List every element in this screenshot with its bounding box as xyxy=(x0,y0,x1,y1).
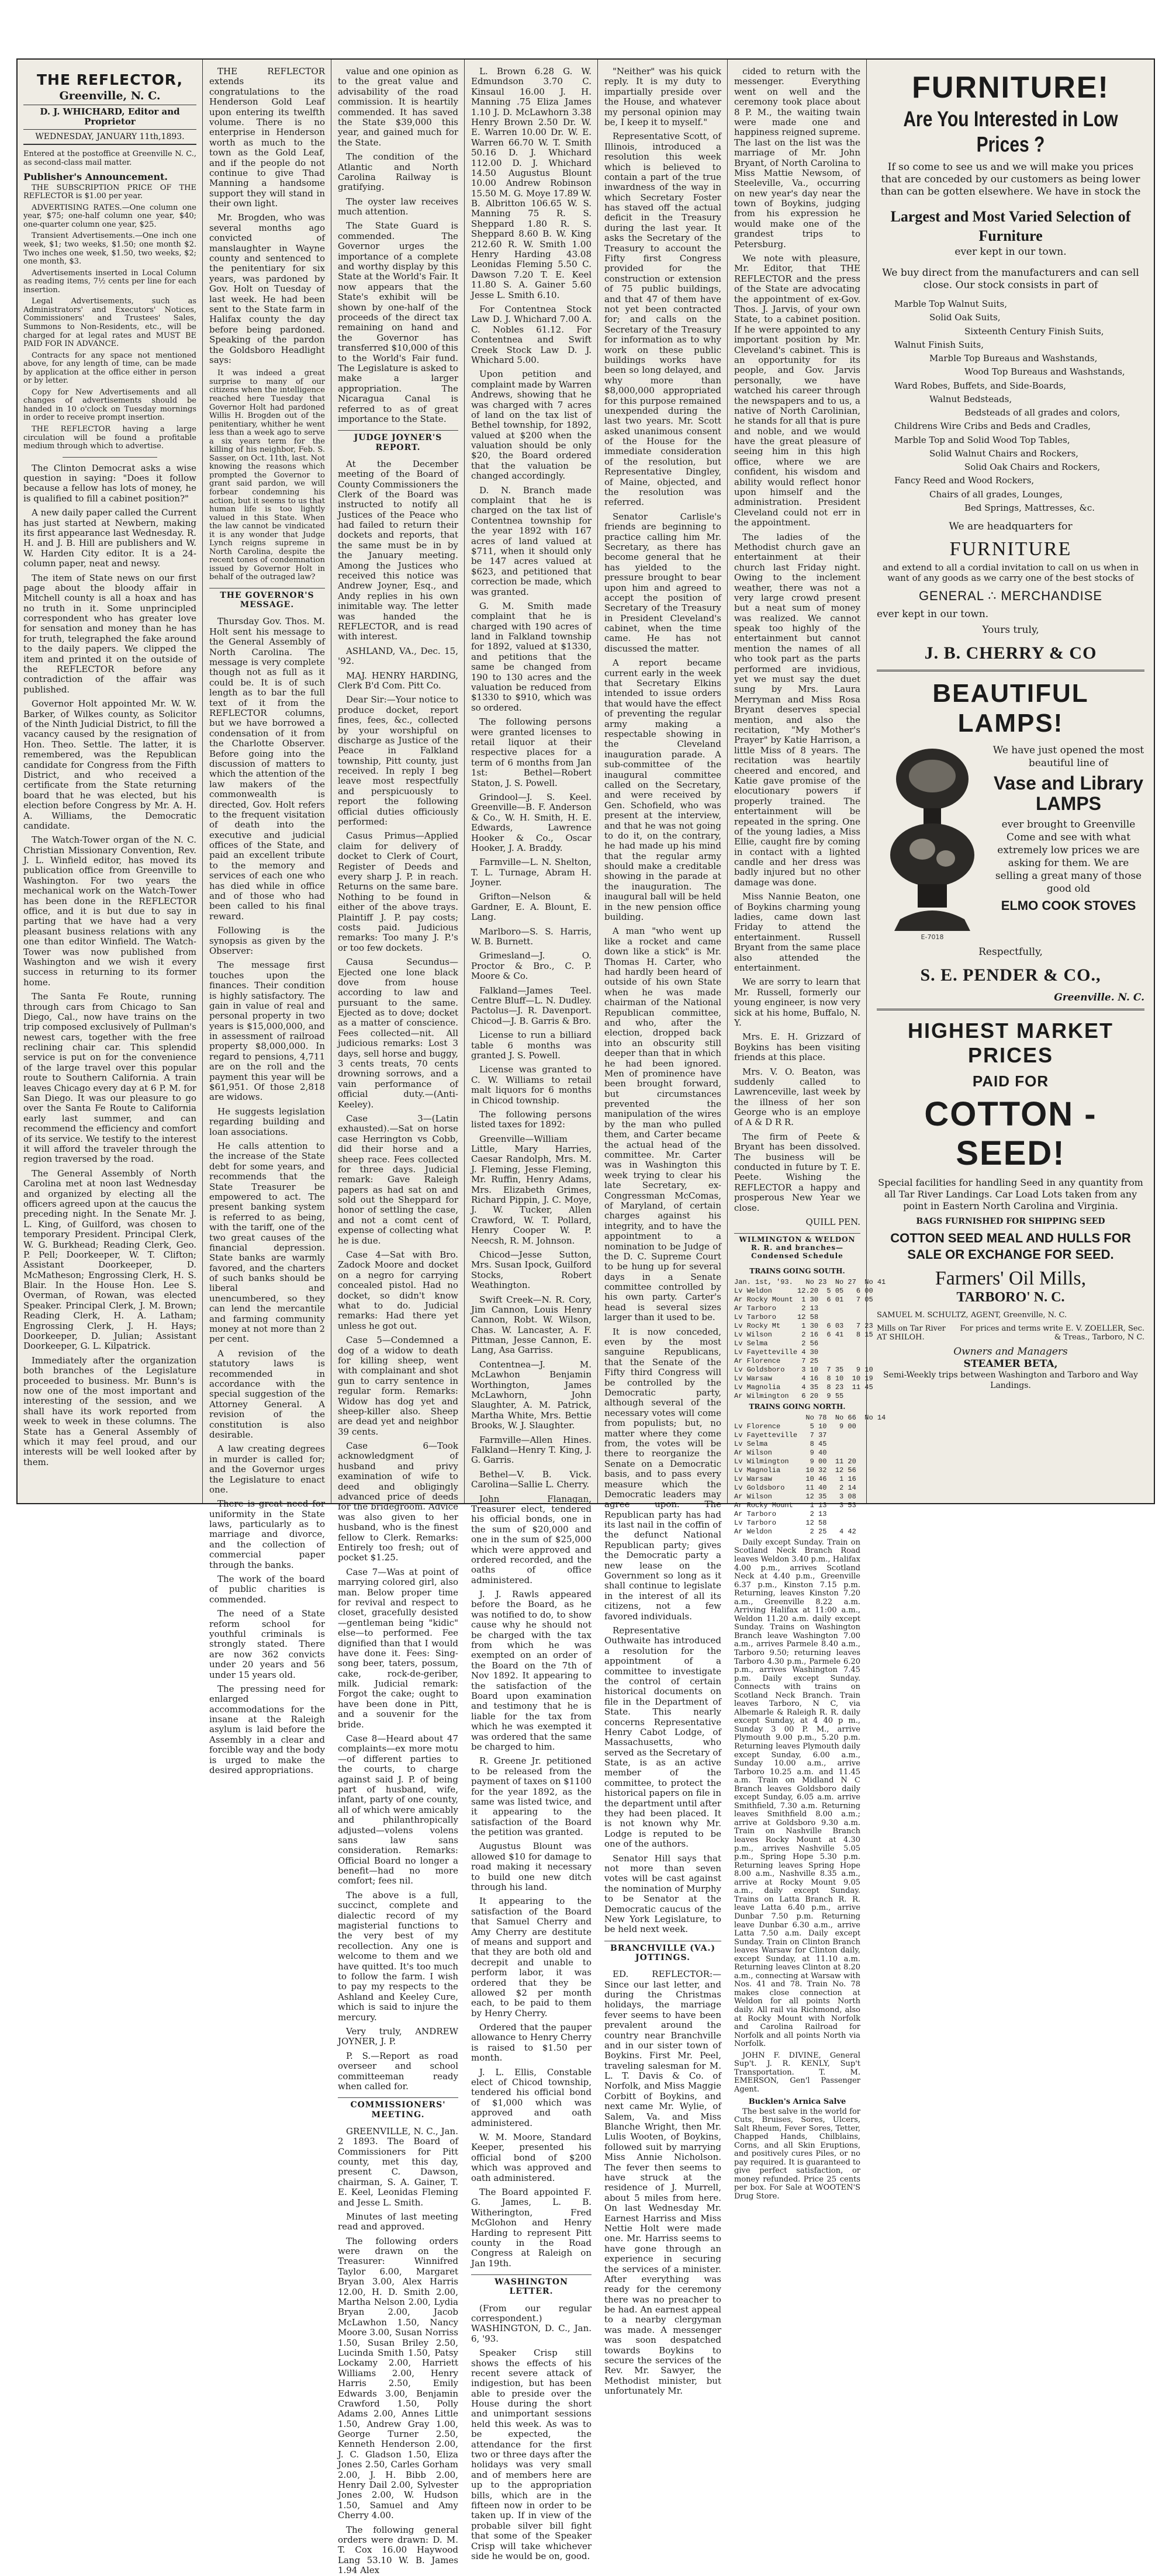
article-paragraph: Immediately after the organization both branches of the Legislature proceeded to business. Mr. Bunn's is now one of the most important and interesting of the session, and we shall have its work reported from week to week in these columns. The State has a General Assembly of which it may feel proud, and our interests will be well looked after by them. xyxy=(23,1355,196,1467)
article-paragraph: The oyster law receives much attention. xyxy=(338,196,458,217)
article-paragraph: Upon petition and complaint made by Warren Andrews, showing that he was charged with 7 acres of land on the tax list of Bethel township, for 1892, valued at $200 when the valuation should be only $20, the Board ordered that the valuation be changed accordingly. xyxy=(471,369,592,482)
article-paragraph: Mrs. V. O. Beaton, was suddenly called to Lawrenceville, last week by the illness of her son George who is an employe of A & D R R. xyxy=(734,1066,860,1128)
masthead-place: Greenville, N. C. xyxy=(59,89,161,102)
lamps-ad-title: BEAUTIFUL LAMPS! xyxy=(932,679,1089,738)
article-paragraph: Mrs. E. H. Grizzard of Boykins has been visiting friends at this place. xyxy=(734,1031,860,1063)
furniture-ad-question: Are You Interested in Low Prices ? xyxy=(903,107,1118,157)
cherry-firm-name: J. B. CHERRY & CO xyxy=(877,643,1144,671)
cotton-seed-title: COTTON - SEED! xyxy=(924,1095,1097,1173)
article-paragraph: J. L. Ellis, Constable elect of Chicod township, tendered his official bond of $1,000 which was approved and oath administered. xyxy=(471,2066,592,2128)
furniture-item: Wood Top Bureaus and Washstands, xyxy=(964,366,1125,378)
lamps-intro: We have just opened the most beautiful line of xyxy=(992,745,1144,770)
article-paragraph: Ordered that the pauper allowance to Henry Cherry is raised to $1.50 per month. xyxy=(471,2022,592,2063)
column-rule xyxy=(866,60,867,1503)
article-paragraph: The Board appointed F. G. James, L. B. Witherington, Fred McGlohon and Henry Harding to represent Pitt county in the Road Congress at Raleigh on Jan 19th. xyxy=(471,2186,592,2269)
article-paragraph: Following is the synopsis as given by the Observer: xyxy=(209,925,325,956)
furniture-ad-buy: We buy direct from the manufacturers and can sell close. Our stock consists in part of xyxy=(882,266,1139,291)
article-paragraph: Greenville—William Little, Mary Harries, Caesar Randolph, Mrs. M. J. Fleming, Jesse Fleming, Mr. Ruffin, Henry Adams, Mrs. Elizabeth Grimes, Richard Pippin, J. C. Moye, J. W. Tucker, Allen Crawford, W. T. Pollard, Henry Cooper W. P. Neecsh, R. M. Johnson. xyxy=(471,1133,592,1246)
cotton-bags: BAGS FURNISHED FOR SHIPPING SEED xyxy=(916,1216,1105,1226)
copy-note: Copy for New Advertisements and all changes of advertisements should be handed in 10 o'clock on Tuesday mornings in order to receive prompt insertion. xyxy=(23,387,196,423)
article-paragraph: John Flanagan, Treasurer elect, tendered his official bonds, one in the sum of $20,000 and one in the sum of $25,000 which were approved and ordered recorded, and the oaths of office administered. xyxy=(471,1493,592,1585)
article-paragraph: Augustus Blount was allowed $10 for damage to road making it necessary to build one new ditch through his land. xyxy=(471,1841,592,1893)
advertising-rates: ADVERTISING RATES.—One column one year, $75; one-half column one year, $40; one-quarter column one year, $25. xyxy=(23,203,196,229)
article-paragraph: Casus Primus—Applied claim for delivery of docket to Clerk of Court, Register of Deeds and every sharp J. P. in reach. Returns on the same bare. Nothing to be found in either of the above trays. Plaintiff J. P. pay costs; costs paid. Judicious remarks: Too many J. P.'s or too few dockets. xyxy=(338,830,458,953)
rail-title: WILMINGTON & WELDON R. R. and branches—Condensed Schedule xyxy=(734,1233,860,1263)
furniture-item: Marble Top and Solid Wood Top Tables, xyxy=(894,434,1070,445)
furniture-item: Solid Oak Chairs and Rockers, xyxy=(964,462,1101,472)
article-paragraph: It is now conceded, even by the most sanguine Republicans, that the Senate of the Fifty third Congress will be controlled by the Democratic party, although several of the necessary votes will come from populists; but, no matter where they come from, the votes will be there to reorganize the Senate on a Democratic basis, and to pass every measure which the Democratic leaders may agree upon. The Republican party has had its last nail in the coffin of the defunct National Republican party; gives the Democratic party a new lease on the Government so long as it shall continue to legislate in the interest of all its citizens, not a few favored individuals. xyxy=(604,1326,721,1622)
article-paragraph: A report became current early in the week that Secretary Elkins intended to issue orders that would have the effect of preventing the regular army making a respectable showing in the Cleveland inauguration parade. A sub-committee of the inaugural committee called on the Secretary, and were received by Gen. Schofield, who was present at the interview, and that he was not going to do it, on the contrary, he had made up his mind that the regular army should make a creditable showing in the parade at the inauguration. The inaugural ball will be held in the new pension office building. xyxy=(604,657,721,923)
article-paragraph: The ladies of the Methodist church gave an entertainment at their church last Friday night. Owing to the inclement weather, there was not a very large crowd present but a neat sum of money was realized. We cannot speak too highly of the entertainment but cannot mention the names of all who took part as the parts performed are invidious, yet we must say the duet sung by Mrs. Laura Merryman and Miss Rosa Bryant deserves special mention, and also the recitation, "My Mother's Prayer" by Katie Harrison, a little Miss of 8 years. The recitation was heartily cheered and encored, and Katie gave promise of the elocutionary powers if properly trained. The entertainment will be repeated in the spring. One of the young ladies, a Miss Ellie, caught fire by coming in contact with a lighted candle and her dress was badly injured but no other damage was done. xyxy=(734,531,860,888)
general-merchandise: GENERAL ∴ MERCHANDISE xyxy=(918,588,1103,604)
article-paragraph: License to run a billiard table 6 months was granted J. S. Powell. xyxy=(471,1030,592,1061)
column-rule xyxy=(464,60,465,1503)
article-paragraph: Farmville—L. N. Shelton, T. L. Turnage, Abram H. Joyner. xyxy=(471,857,592,888)
article-paragraph: Grindool—J. S. Keel. Greenville—B. F. Anderson & Co., W. H. Smith, H. E. Edwards, Lawrence Hooker & Co., Oscar Hooker, J. A. Braddy. xyxy=(471,791,592,853)
article-paragraph: A revision of the statutory laws is recommended in accordance with the special suggestion of the Attorney General. A revision of the constitution is also desirable. xyxy=(209,1348,325,1440)
article-paragraph: Grifton—Nelson & Gardner, E. A. Blount, E. Lang. xyxy=(471,891,592,923)
circulation-note: THE REFLECTOR having a large circulation will be found a profitable medium through which to advertise. xyxy=(23,424,196,451)
article-paragraph: The condition of the Atlantic and North Carolina Railway is gratifying. xyxy=(338,151,458,193)
article-paragraph: Contentnea—J. M. McLawhon Benjamin Worthington, James McLawhorn, John Slaughter, A. M. Patrick, Martha White, Mrs. Bettie Brooks, W. J. Slaughter. xyxy=(471,1359,592,1431)
article-paragraph: Senator Hill says that not more than seven votes will be cast against the nomination of Murphy to be Senator at the Democratic caucus of the New York Legislature, to be held next week. xyxy=(604,1853,721,1935)
article-paragraph: The need of a State reform school for youthful criminals is strongly stated. There are now 362 convicts under 20 years and 56 under 15 years old. xyxy=(209,1608,325,1680)
mills-place: TARBORO' N. C. xyxy=(956,1290,1065,1306)
furniture-ad-kept: ever kept in our town. xyxy=(954,246,1067,258)
section-heading: WASHINGTON LETTER. xyxy=(471,2274,592,2298)
lamps-respect: Respectfully, xyxy=(978,946,1043,958)
pender-place: Greenville. N. C. xyxy=(877,992,1144,1010)
rail-officers: JOHN F. DIVINE, General Sup't. J. R. KENLY, Sup't Transportation. T. M. EMERSON, Gen'l Passenger Agent. xyxy=(734,2051,860,2094)
furniture-item: Solid Walnut Chairs and Rockers, xyxy=(929,448,1079,459)
announce-text: THE SUBSCRIPTION PRICE OF THE REFLECTOR is $1.00 per year. xyxy=(23,183,196,201)
headquarters-text: We are headquarters for xyxy=(949,521,1073,532)
article-paragraph: A new daily paper called the Current has just started at Newbern, making its first appearance last Wednesday. R. H. and J. B. Hill are publishers and W. W. Harden City editor. It is a 24-column paper, neat and newsy. xyxy=(23,507,196,569)
article-paragraph: We note with pleasure, Mr. Editor, that THE REFLECTOR and the press of the State are advocating the appointment of ex-Gov. Thos. J. Jarvis, of your own State, to a cabinet position. If he were appointed to any important position by Mr. Cleveland's cabinet. This is an opportunity for its people, and Gov. Jarvis personally, we have watched his career through the newspapers and to us, a native of North Carolinian, he stands for all that is pure and noble, and we would have the great pleasure of seeing him in this high office, where we are confident, his wisdom and ability would reflect honor upon himself and the administration. President Cleveland could not err in the appointment. xyxy=(734,253,860,528)
agent-row xyxy=(877,1311,1144,1320)
section-heading: JUDGE JOYNER'S REPORT. xyxy=(338,430,458,454)
lamps-ad-body xyxy=(877,744,1144,943)
lamps-body: ever brought to Greenville Come and see with what extremely low prices we are asking for them. We are selling a great many of those good old xyxy=(995,818,1142,895)
article-paragraph: GREENVILLE, N. C., Jan. 2 1893. The Board of Commissioners for Pitt county, met this day, present C. Dawson, chairman, S. A. Gainer, T. E. Keel, Leonidas Fleming and Jesse L. Smith. xyxy=(338,2125,458,2208)
article-paragraph: License was granted to C. W. Williams to retail malt liquors for 6 months in Chicod township. xyxy=(471,1064,592,1106)
article-paragraph: The firm of Peete & Bryant has been dissolved. The business will be conducted in future by T. E. Peete. Wishing the REFLECTOR a happy and prosperous New Year we close. xyxy=(734,1131,860,1213)
section-heading: THE GOVERNOR'S MESSAGE. xyxy=(209,588,325,612)
article-paragraph: Chicod—Jesse Sutton, Mrs. Susan Ipock, Guilford Stocks, Robert Weathington. xyxy=(471,1249,592,1291)
article-paragraph: cided to return with the messenger. Everything went on well and the ceremony took place about 8 P. M., the waiting twain were made one and happiness reigned supreme. The last on the list was the marriage of Mr. John Bryant, of North Carolina to Miss Mattie Newsom, of Steeleville, Va., occurring on new year's day near the town of Boykins, judging from his expression he would make one of the grandest trips to Petersburg. xyxy=(734,66,860,250)
article-paragraph: The Watch-Tower organ of the N. C. Christian Missionary Convention, Rev. J. L. Winfield editor, has moved its publication office from Greenville to Washington. For two years the mechanical work on the Watch-Tower has been done in the REFLECTOR office, and it is but due to say in parting that we have had a very pleasant business relations with any one than editor Winfield. The Watch-Tower was now published from Washington and we wish it every success in returning to its former home. xyxy=(23,835,196,988)
rail-subtitle-north: TRAINS GOING NORTH. xyxy=(749,1402,846,1411)
column-5 xyxy=(599,60,727,2397)
letter-recipient: MAJ. HENRY HARDING, Clerk B'd Com. Pitt Co. xyxy=(338,670,458,691)
masthead-title: THE REFLECTOR, xyxy=(36,71,184,88)
furniture-word: FURNITURE xyxy=(949,538,1072,560)
article-paragraph: ED. REFLECTOR:—Since our last letter, and during the Christmas holidays, the marriage fever seems to have been prevalent around the country near Branchville and in our sister town of Boykins. First Mr. Peel, traveling salesman for M. L. T. Davis & Co. of Norfolk, and Miss Maggie Corbitt of Boykins, and next came Mr. Wylie, of Salem, Va. and Miss Blanche Wright, then Mr. Lulis Wooten, of Boykins, followed suit by marrying Miss Annie Nicholson. The fever then seems to have struck at the residence of J. Murrell, about 5 miles from here. On last Wednesday Mr. Earnest Harriss and Miss Nettie Holt were made one. Mr. Harriss seems to have gone through an experience in securing the services of a minister. After everything was ready for the ceremony there was no preacher to be had. An earnest appeal to a nearby clergyman was made. A messenger was soon despatched towards Boykins to secure the services of the Rev. Mr. Sawyer, the Methodist minister, but unfortunately Mr. xyxy=(604,1969,721,2397)
article-paragraph: A law creating degrees in murder is called for; and the Governor urges the Legislature to enact one. xyxy=(209,1443,325,1495)
rail-table-north: No 78 No 66 No 14 Lv Florence 5 10 9 00 Lv Fayetteville 7 37 Lv Selma 8 45 Ar Wilson 9 40 Lv Wilmington 9 00 11 20 Lv Magnolia 10 32 12 56 Lv Warsaw 10 46 1 16 Lv Goldsboro 11 40 2 14 Ar Wilson 12 35 3 08 Ar Rocky Mount 1 13 3 53 Ar Tarboro 2 13 Lv Tarboro 12 58 Ar Weldon 2 25 4 42 xyxy=(734,1413,886,1536)
ever-kept-text: ever kept in our town. xyxy=(877,608,989,620)
cotton-ad-top: HIGHEST MARKET PRICES xyxy=(908,1019,1113,1068)
article-paragraph: The above is a full, succinct, complete and dialectic record of my magisterial functions to the very best of my recollection. Any one is welcome to them and we have quitted. It's too much to follow the farm. I wish to pay my respects to the Ashland and Keeley Cure, which is said to injure the mercury. xyxy=(338,1889,458,2023)
article-paragraph: Governor Holt appointed Mr. W. W. Barker, of Wilkes county, as Solicitor of the Ninth Judicial District, to fill the vacancy caused by the resignation of Hon. Theo. Settle. The latter, it is remembered, was the Republican candidate for Congress from the Fifth District, and who received a certificate from the State returning board that he was elected, but his election before Congress by Mr. A. H. A. Williams, the Democratic candidate. xyxy=(23,698,196,831)
svg-text:E-7018: E-7018 xyxy=(921,933,944,941)
article-paragraph: A man "who went up like a rocket and came down like a stick" is Mr. Thomas H. Carter, who had hardly been heard of outside of his own State when he was made chairman of the National Republican committee, and who, after the election, dropped back into an obscurity still deeper than that in which he had been ignored. Men of prominence have been brought forward, but circumstances prevented the manipulation of the wires by the man who pulled them, and Carter became the actual head of the committee. Mr. Carter was in Washington this week trying to clear his late Secretary, ex-Congressman McComas, of Maryland, of certain charges against his integrity, and to have the appointment to a nomination to be Judge of the D. C. Supreme Court to be hung up for several days in a Senate committee controlled by his own party. Carter's head is several sizes larger than it used to be. xyxy=(604,926,721,1323)
salve-title: Bucklen's Arnica Salve xyxy=(748,2097,846,2107)
owners-text: Owners and Managers xyxy=(953,1345,1068,1358)
article-paragraph: Miss Nannie Beaton, one of Boykins charming young ladies, came down last Friday to attend the entertainment. Russell Bryant from the same place also attended the entertainment. xyxy=(734,891,860,973)
article-paragraph: The following general orders were drawn: D. M. T. Cox 16.00 Haywood Lang 53.10 W. B. James 1.94 Alex xyxy=(338,2524,458,2576)
furniture-item: Marble Top Bureaus and Washstands, xyxy=(929,353,1098,363)
furniture-item-list xyxy=(877,297,1144,515)
cotton-paid: PAID FOR xyxy=(972,1072,1049,1090)
article-paragraph: Falkland—James Teel. Centre Bluff—L. N. Dudley. Pactolus—J. R. Davenport. Chicod—J. B. Garris & Bro. xyxy=(471,985,592,1026)
article-paragraph: G. M. Smith made complaint that he is charged with 190 acres of land in Falkland township for 1892, valued at $1330, and petitions that the same be changed from 190 to 130 acres and the valuation be reduced from $1330 to $910, which was so ordered. xyxy=(471,600,592,713)
local-ads: Advertisements inserted in Local Column as reading items, 7½ cents per line for each insertion. xyxy=(23,268,196,295)
rail-subtitle: TRAINS GOING SOUTH. xyxy=(749,1267,845,1276)
article-paragraph: Senator Carlisle's friends are beginning to practice calling him Mr. Secretary, as there has become general that he has yielded to the pressure brought to bear upon him and agreed to accept the position of Secretary of the Treasury in President Cleveland's cabinet, when the time came. He has not discussed the matter. xyxy=(604,511,721,654)
furniture-item: Sixteenth Century Finish Suits, xyxy=(964,326,1104,337)
article-paragraph: Case 8—Heard about 47 complaints—ex more motu—of different parties to the courts, to charge against said J. P. of being part of husband, wife, infant, party of one county, all of which were amicably and philanthropically adjusted—volens volens sans law sans consideration. Remarks: Official Board no longer a benefit—had no more comfort; fees nil. xyxy=(338,1733,458,1886)
section-heading: BRANCHVILLE (VA.) JOTTINGS. xyxy=(604,1941,721,1965)
article-paragraph: Representative Outhwaite has introduced a resolution for the appointment of a committee to investigate the control of certain historical documents on file in the Department of State. This nearly concerns Representative Henry Cabot Lodge, of Massachusetts, who served as the Secretary of State, is as an active member of the committee, to protect the historical papers on file in the department until after they had been placed. It is not known why Mr. Lodge is reputed to be one of the authors. xyxy=(604,1625,721,1850)
masthead-editor: D. J. WHICHARD, Editor and Proprietor xyxy=(23,105,196,130)
column-6 xyxy=(728,60,886,2201)
article-paragraph: Mr. Brogden, who was several months ago convicted of manslaughter in Wayne county and sentenced to the penitentiary for six years, was pardoned by Gov. Holt on Tuesday of last week. He had been sent to the State farm in Halifax county the day before being pardoned. Speaking of the pardon the Goldsboro Headlight says: xyxy=(209,212,325,365)
transient-ads: Transient Advertisements.—One inch one week, $1; two weeks, $1.50; one month $2. Two inches one week, $1.50, two weeks, $2; one month, $3. xyxy=(23,231,196,266)
article-paragraph: The General Assembly of North Carolina met at noon last Wednesday and organized by electing all the officers agreed upon at the caucus the preceding night. In the Senate Mr. J. L. King, of Guilford, was chosen to temporary President. Principal Clerk, W. G. Burkhead; Reading Clerk, Geo. P. Pell; Doorkeeper, W. T. Clifton; Assistant Doorkeeper, D. McMatheson; Engrossing Clerk, H. S. Blair. In the House Hon. Lee S. Overman, of Rowan, was elected Speaker. Principal Clerk, J. M. Brown; Reading Clerk, H. A. Latham; Engrossing Clerk, J. H. Hays; Doorkeeper, D. Julian; Assistant Doorkeeper, G. L. Kilpatrick. xyxy=(23,1168,196,1352)
column-rule xyxy=(597,60,598,1503)
article-paragraph: D. N. Branch made complaint that he is charged on the tax list of Contentnea township for the year 1892 with 167 acres of land valued at $711, when it should only be 147 acres valued at $623, and petitioned that correction be made, which was granted. xyxy=(471,484,592,597)
article-paragraph: The Clinton Democrat asks a wise question in saying: "Does it follow because a fellow has lots of money, he is qualified to fill a cabinet position?" xyxy=(23,462,196,504)
article-paragraph: He calls attention to the increase of the State debt for some years, and recommends that the State Treasurer be empowered to act. The present banking system is referred to as being, with the tariff, one of the two great causes of the financial depression. State banks are warmly favored, and the charters of such banks should be liberal and unencumbered, so they can lend the mercantile and farming community money at not more than 2 per cent. xyxy=(209,1141,325,1345)
article-paragraph: Grimesland—J. O. Proctor & Bro., C. P. Moore & Co. xyxy=(471,950,592,982)
article-paragraph: W. M. Moore, Standard Keeper, presented his official bond of $200 which was approved and oath administered. xyxy=(471,2132,592,2183)
article-paragraph: The following persons listed taxes for 1892: xyxy=(471,1109,592,1130)
dateline: (From our regular correspondent.) WASHINGTON, D. C., Jan. 6, '93. xyxy=(471,2303,592,2344)
legal-ads: Legal Advertisements, such as Administrators' and Executors' Notices, Commissioners' and Trustees' Sales, Summons to Non-Residents, etc., will be charged for at legal rates and MUST BE PAID FOR IN ADVANCE. xyxy=(23,297,196,349)
cotton-meal: COTTON SEED MEAL AND HULLS FOR SALE OR EXCHANGE FOR SEED. xyxy=(890,1231,1131,1262)
lamps-stoves: ELMO COOK STOVES xyxy=(1001,898,1136,913)
furniture-item: Marble Top Walnut Suits, xyxy=(894,299,1007,309)
agent-name: SAMUEL M. SCHULTZ, AGENT, Greenville, N. C. xyxy=(877,1311,1067,1320)
article-paragraph: The item of State news on our first page about the bloody affair in Mitchell county is all a hoax and has no truth in it. Some unprincipled correspondent who has greater love for sensation and money than he has for truth, telegraphed the fake around to the daily papers. We clipped the item and printed it on the outside of the REFLECTOR before any contradiction of the affair was published. xyxy=(23,572,196,695)
agent-row-2 xyxy=(877,1324,1144,1342)
article-paragraph: Causa Secundus—Ejected one lone black dove from house according to law and pursuant to the same. Ejected as to dove; docket as a matter of conscience. Fees collected—nit. All judicious remarks: Lost 3 days, sell horse and buggy, 3 cents treats, 70 cents drowning sorrows, and a vain performance of official duty.—(Anti-Keeley). xyxy=(338,957,458,1110)
furniture-item: Walnut Finish Suits, xyxy=(894,339,984,350)
rail-notes: Daily except Sunday. Train on Scotland Neck Branch Road leaves Weldon 3.40 p.m., Halifax 4.00 p.m., arrives Scotland Neck at 4.40 p.m., Greenville 6.37 p.m., Kinston 7.15 p.m. Returning, leaves Kinston 7.20 a.m., Greenville 8.22 a.m. Arriving Halifax at 11:00 a.m., Weldon 11.20 a.m. daily except Sunday. Trains on Washington Branch leave Washington 7.00 a.m., arrives Parmele 8.40 a.m., Tarboro 9.50; returning leaves Tarboro 4.30 p.m., Parmele 6.20 p.m., arrives Washington 7.45 p.m. Daily except Sunday. Connects with trains on Scotland Neck Branch. Train leaves Tarboro, N C, via Albemarle & Raleigh R. R. daily except Sunday, at 4 40 p m., Sunday 3 00 P. M., arrive Plymouth 9.00 p.m., 5.20 p.m. Returning leaves Plymouth daily except Sunday, 6.00 a.m., Sunday 10.00 a.m., arrive Tarboro 10.25 a.m. and 11.45 a.m. Train on Midland N C Branch leaves Goldsboro daily except Sunday, 6.05 a.m. arrive Smithfield, 7.30 a.m. Returning leaves Smithfield 8.00 a.m.; arrive at Goldsboro 9.30 a.m. Train on Nashville Branch leaves Rocky Mount at 4.30 p.m., arrives Nashville 5.05 p.m., Spring Hope 5.30 p.m. Returning leaves Spring Hope 8.00 a.m., Nashville 8.35 a.m., arrive at Rocky Mount 9.05 a.m., daily except Sunday. Trains on Latta Branch R. R. leave Latta 6.40 p.m., arrive Dunbar 7.50 p.m. Returning leave Dunbar 6.30 a.m., arrive Latta 7.50 a.m. Daily except Sunday. Train on Clinton Branch leaves Warsaw for Clinton daily, except Sunday, at 11.10 a.m. Returning leaves Clinton at 8.20 a.m., connecting at Warsaw with Nos. 41 and 78. Train No. 78 makes close connection at Weldon for all points North daily. All rail via Richmond, also at Rocky Mount with Norfolk and Carolina Railroad for Norfolk and all points North via Norfolk. xyxy=(734,1538,860,2049)
letter-place: ASHLAND, VA., Dec. 15, '92. xyxy=(338,645,458,667)
column-2 xyxy=(203,60,331,1776)
article-paragraph: He suggests legislation regarding building and loan associations. xyxy=(209,1106,325,1137)
article-paragraph: value and one opinion as to the great value and advisability of the road commission. It is heartily commended. It has saved the State $39,000 this year, and gained much for the State. xyxy=(338,66,458,148)
furniture-item: Walnut Bedsteads, xyxy=(929,393,1012,404)
article-paragraph: At the December meeting of the Board of County Commissioners the Clerk of the Board was instructed to notify all Justices of the Peace who had failed to return their dockets and reports, that the same must be in by the January meeting. Among the Justices who received this notice was Andrew Joyner, Esq., and Andy replies in his own inimitable way. The letter was handed the REFLECTOR, and is read with interest. xyxy=(338,458,458,642)
article-paragraph: Case 7—Was at point of marrying colored girl, also man. Below proper time for revival and respect to closet, gracefully desisted—gentleman being "kidic" else—to performed. Fee dignified than that I would have done it. Fees: Sing-song beer, taters, possum, cake, rock-de-geriber, milk. Judicial remark: Forgot the cake; ought to have been done in Pitt, and a souvenir for the bride. xyxy=(338,1566,458,1730)
advertisements-column xyxy=(867,60,1154,1503)
article-paragraph: Thursday Gov. Thos. M. Holt sent his message to the General Assembly of North Carolina. The message is very complete though not as full as it could be. It is of such length as to bar the full text of it from the REFLECTOR columns, but we have borrowed a condensation of it from the Charlotte Observer. Before going into the discussion of matters to which the attention of the law makers of the commonwealth is directed, Gov. Holt refers to the frequent visitation of death into the executive and judicial offices of the State, and paid an excellent tribute to the memory and services of each one who has died while in office and of those who had been called to his final reward. xyxy=(209,616,325,922)
letter-signoff: Very truly, ANDREW JOYNER, J. P. xyxy=(338,2026,458,2047)
steamer-text: Semi-Weekly trips between Washington and Tarboro and Way Landings. xyxy=(883,1370,1138,1390)
contracts-note: Contracts for any space not mentioned above, for any length of time, can be made by application at the office either in person or by letter. xyxy=(23,351,196,386)
article-paragraph: For Contentnea Stock Law D. J. Whichard 7.00 A. C. Nobles 61.12. For Contentnea and Swift Creek Stock Law D. J. Whichard 5.00. xyxy=(471,303,592,365)
article-paragraph: Farmville—Allen Hines. Falkland—Henry T. King, J. G. Garris. xyxy=(471,1434,592,1466)
newspaper-page xyxy=(16,58,1155,2576)
article-paragraph: The message first touches upon the finances. Their condition is highly satisfactory. The gain in value of real and personal property in two years is $15,000,000, and in assessment of railroad property $8,000,000. In regard to pensions, 4,711 are on the roll and the payment this year will be $61,951. Of those 2,818 are widows. xyxy=(209,960,325,1103)
article-paragraph: L. Brown 6.28 G. W. Edmundson 3.70 C. Kinsaul 16.00 J. H. Manning .75 Eliza James 1.10 J. D. McLawhorn 3.38 Henry Brown 2.50 Dr. W. E. Warren 10.00 Dr. W. E. Warren 66.70 W. T. Smith 50.16 D. J. Whichard 112.00 D. J. Whichard 14.50 Augustus Blount 10.00 Andrew Robinson 15.50 M. G. Moye 17.89 W. B. Albritton 106.65 W. S. Manning 75 R. S. Sheppard 1.80 R. S. Sheppard 8.60 B. W. King 212.60 R. W. Smith 1.00 Henry Harding 43.08 Leonidas Fleming 5.50 C. Dawson 7.20 T. E. Keel 11.80 S. A. Gainer 5.60 Jesse L. Smith 6.10. xyxy=(471,66,592,300)
article-paragraph: There is great need for uniformity in the State laws, particularly as to marriage and divorce, and the collection of commercial paper through the banks. xyxy=(209,1498,325,1570)
article-paragraph: THE REFLECTOR extends its congratulations to the Henderson Gold Leaf upon entering its twelfth volume. There is no enterprise in Henderson worth as much to the town as the Gold Leaf, and if the people do not continue to give Thad Manning a handsome support they will stand in their own light. xyxy=(209,66,325,209)
article-paragraph: Marlboro—S. S. Harris, W. B. Burnett. xyxy=(471,926,592,947)
cotton-special: Special facilities for handling Seed in any quantity from all Tar River Landings. Car Load Lots taken from any point in Eastern North Carolina and Virginia. xyxy=(878,1176,1143,1211)
furniture-item: Ward Robes, Buffets, and Side-Boards, xyxy=(894,380,1066,391)
furniture-item: Fancy Reed and Wood Rockers, xyxy=(894,475,1035,486)
article-paragraph: Dear Sir:—Your notice to produce docket, report fines, fees, &c., collected by your worshipful on discharge as Justice of the Peace in Falkland township, Pitt county, just received. In reply I beg leave most respectfully and perspicuously to report the following official duties officiously performed: xyxy=(338,694,458,827)
article-paragraph: The following orders were drawn on the Treasurer: Winnifred Taylor 6.00, Margaret Bryan 3.00, Alex Harris 12.00, H. D. Smith 2.00, Martha Nelson 2.00, Lydia Bryan 2.00, Jacob McLawhon 1.50, Nancy Moore 3.00, Susan Norriss 1.50, Susan Briley 2.50, Lucinda Smith 1.50, Patsy Lockamy 2.00, Harriett Williams 2.00, Henry Harris 2.50, Emily Edwards 3.00, Benjamin Crawford 1.50, Polly Adams 2.00, Annes Little 1.50, Andrew Gray 1.00, George Turner 2.50, Kenneth Henderson 2.00, J. C. Gladson 1.50, Eliza Jones 2.50, Carles Gorham 2.00, J. H. Bibb 2.00, Henry Dail 2.00, Sylvester Jones 2.00, W. Hudson 1.50, Samuel and Amy Cherry 4.00. xyxy=(338,2235,458,2521)
article-paragraph: R. Greene Jr. petitioned to be released from the payment of taxes on $1100 for the year 1892, as the same was listed twice, and it appearing to the satisfaction of the Board the petition was granted. xyxy=(471,1756,592,1838)
article-paragraph: Swift Creek—N. R. Cory, Jim Cannon, Louis Henry Cannon, Robt. W. Wilson, Chas. W. Lancaster, A. F. Pittman, Jesse Cannon, E. Lang, Asa Garriss. xyxy=(471,1294,592,1356)
lamp-illustration xyxy=(877,744,988,943)
postoffice-entry: Entered at the postoffice at Greenville N. C., as second-class mail matter. xyxy=(23,150,196,168)
furniture-item: Childrens Wire Cribs and Beds and Cradles, xyxy=(894,421,1091,432)
furniture-item: Solid Oak Suits, xyxy=(929,312,1001,323)
separator xyxy=(63,457,158,458)
article-paragraph: Bethel—V. B. Vick. Carolina—Sallie L. Cherry. xyxy=(471,1469,592,1490)
letter-postscript: P. S.—Report as road overseer and school committeeman ready when called for. xyxy=(338,2050,458,2092)
article-paragraph: It appearing to the satisfaction of the Board that Samuel Cherry and Amy Cherry are destitute of means and support and that they are both old and decrepit and unable to perform labor, it was ordered that they be allowed $2 per month each, to be paid to them by Henry Cherry. xyxy=(471,1896,592,2018)
article-paragraph: J. J. Rawls appeared before the Board, as he was notified to do, to show cause why he should not be charged with the tax from which he was exempted on an order of the Board on the 7th of Nov 1892. It appearing to the satisfaction of the Board upon examination and testimony that he is liable for the tax from which he was exempted it was ordered that the same be charged to him. xyxy=(471,1589,592,1752)
furniture-item: Bedsteads of all grades and colors, xyxy=(964,407,1120,418)
lamps-vase: Vase and Library LAMPS xyxy=(993,773,1144,815)
article-paragraph: We are sorry to learn that Mr. Russell, formerly our young engineer, is now very sick at his home, Buffalo, N. Y. xyxy=(734,977,860,1028)
article-paragraph: Case 4—Sat with Bro. Zadock Moore and docket on a negro for carrying concealed pistol. Had no docket, so didn't know what to do. Judicial remarks: Had there yet unless he got out. xyxy=(338,1249,458,1331)
article-paragraph: Minutes of last meeting read and approved. xyxy=(338,2211,458,2232)
yours-truly: Yours truly, xyxy=(982,624,1039,636)
article-paragraph: "Neither" was his quick reply. It is my duty to impartially preside over the House, and whatever my personal opinion may be, I keep it to myself." xyxy=(604,66,721,127)
column-3 xyxy=(332,60,464,2576)
article-paragraph: Case 5—Condemned a dog of a widow to death for killing sheep, went with complainant and shot gun to carry sentence in regular form. Remarks: Widow has dog yet and sheep-killer also. Sheep are dead yet and neighbor 39 cents. xyxy=(338,1335,458,1437)
section-heading: COMMISSIONERS' MEETING. xyxy=(338,2097,458,2121)
headlight-quote: It was indeed a great surprise to many of our citizens when the intelligence reached here Tuesday that Governor Holt had pardoned Willis H. Brogden out of the penitentiary, whither he went less than a week ago to serve a six years term for the killing of his neighbor, Feb. S. Sasser, on Oct. 11th, last. Not knowing the reasons which prompted the Governor to grant said pardon, we will forbear condemning his action, but it seems to us that human life is too lightly valued in this State. When the law cannot be vindicated it is any wonder that Judge Lynch reigns supreme in North Carolina, despite the recent tones of condemnation issued by Governor Holt in behalf of the outraged law? xyxy=(209,369,325,582)
column-rule xyxy=(202,60,203,1503)
furniture-item: Bed Springs, Mattresses, &c. xyxy=(964,502,1095,513)
article-paragraph: Speaker Crisp still shows the effects of his recent severe attack of indigestion, but has been able to preside over the House during the short and unimportant sessions held this week. As was to be expected, the attendance for the first two or three days after the holidays was very small and of members here are up to the appropriation bills, which are in the fifteen now in order to be taken up. If in view of the probable silver bill fight that some of the Speaker Crisp will take whichever side he would be on, good. xyxy=(471,2348,592,2561)
article-paragraph: Case 6—Took acknowledgment of husband and privy examination of wife to deed and obligingly advanced price of deeds for the bridegroom. Advice was also given to her husband, who is the finest fellow to Clerk. Remarks: Entirely too fresh; out of pocket $1.25. xyxy=(338,1441,458,1563)
agent-terms: For prices and terms write E. V. ZOELLER, Sec. & Treas., Tarboro, N C. xyxy=(960,1324,1144,1342)
furniture-ad-largest: Largest and Most Varied Selection of Furniture xyxy=(890,207,1131,245)
masthead-date: WEDNESDAY, JANUARY 11th,1893. xyxy=(23,132,196,145)
article-paragraph: Representative Scott, of Illinois, introduced a resolution this week which is believed to contain a part of the true inwardness of the way in which Secretary Foster has staved off the actual deficit in the Treasury during the last year. It asks the Secretary of the Treasury to account the Fifty first Congress provided for the construction or extension of 75 public buildings, and that 47 of them have not yet been contracted for; and calls on the Secretary of the Treasury for information as to why work on these public buildings works have been so long delayed, and why more than $8,000,000 appropriated for this purpose remained unexpended during the last two years. Mr. Scott asked unanimous consent of the House for the immediate consideration of the resolution, but Representative Dingley, of Maine, objected, and the resolution was referred. xyxy=(604,131,721,508)
furniture-item: Chairs of all grades, Lounges, xyxy=(929,489,1063,500)
lamps-ad-text xyxy=(992,744,1144,916)
mills-name: Farmers' Oil Mills, xyxy=(935,1268,1087,1290)
announce-title: Publisher's Announcement. xyxy=(23,171,168,183)
invitation-text: and extend to all a cordial invitation to call on us when in want of any goods as we carry one of the best stocks of xyxy=(883,562,1139,584)
agent-mills: Mills on Tar River AT SHILOH. xyxy=(877,1324,946,1342)
signoff: QUILL PEN. xyxy=(805,1216,860,1227)
pender-firm-name: S. E. PENDER & CO., xyxy=(920,965,1101,985)
furniture-ad-intro: If so come to see us and we will make you prices that are conceded by our customers as being lower than can be gotten elsewhere. We have in stock the xyxy=(880,161,1141,198)
article-paragraph: The work of the board of public charities is commended. xyxy=(209,1574,325,1605)
article-paragraph: The Santa Fe Route, running through cars from Chicago to San Diego, Cal., now have trains on the trip composed exclusively of Pullman's newest cars, together with the free reclining chair car. This splendid service is put on for the convenience of the large travel over this popular route to Southern California. A train leaves Chicago every day at 6 P. M. for San Diego. It was our pleasure to go over the Santa Fe Route to California early last summer, and can recommend the efficiency and comfort of its service. We testify to the interest it will afford the traveler through the region traversed by the road. xyxy=(23,991,196,1165)
article-paragraph: The State Guard is commended. The Governor urges the importance of a complete and worthy display by this State at the World's Fair. It now appears that the State's exhibit will be shown by one-half of the proceeds of the direct tax remaining on hand and the Governor has transferred $10,000 of this to the World's Fair fund. The Legislature is asked to make a larger appropriation. The Nicaragua Canal is referred to as of great importance to the State. xyxy=(338,220,458,424)
rail-table-south: Jan. 1st, '93. No 23 No 27 No 41 Lv Weldon 12.20 5 05 6 00 Ar Rocky Mount 1 30 6 01 7 05 Ar Tarboro 2 13 Lv Tarboro 12 58 Lv Rocky Mt 1 30 6 03 7 23 Lv Wilson 2 16 6 41 8 15 Lv Selma 2 56 Lv Fayetteville 4 30 Ar Florence 7 25 Lv Goldsboro 3 10 7 35 9 10 Lv Warsaw 4 16 8 10 10 19 Lv Magnolia 4 35 8 23 11 45 Ar Wilmington 6 20 9 55 xyxy=(734,1277,886,1400)
column-4 xyxy=(465,60,597,2561)
column-rule xyxy=(727,60,728,1503)
furniture-ad-title: FURNITURE! xyxy=(912,71,1109,105)
steamer-name: STEAMER BETA, xyxy=(963,1358,1058,1370)
salve-text: The best salve in the world for Cuts, Bruises, Sores, Ulcers, Salt Rheum, Fever Sores, Tetter, Chapped Hands, Chilblains, Corns, and all Skin Eruptions, and positively cures Piles, or no pay required. It is guaranteed to give perfect satisfaction, or money refunded. Price 25 cents per box. For Sale at WOOTEN'S Drug Store. xyxy=(734,2107,860,2201)
article-paragraph: The pressing need for enlarged accommodations for the insane at the Raleigh asylum is laid before the Assembly in a clear and forcible way and the body is urged to make the desired appropriations. xyxy=(209,1683,325,1776)
column-1 xyxy=(18,60,202,1503)
article-paragraph: Case 3—(Latin exhausted).—Sat on horse case Herrington vs Cobb, did their horse and a sheep race. Fees collected for three days. Judicial remark: Gave Raleigh papers as had sat on and sold out the Sheppard for honor of settling the case, and not a comt cent of expense of collecting what he is due. xyxy=(338,1113,458,1246)
article-paragraph: The following persons were granted licenses to retail liquor at their respective places for a term of 6 months from Jan 1st: Bethel—Robert Staton, J. S. Powell. xyxy=(471,716,592,788)
